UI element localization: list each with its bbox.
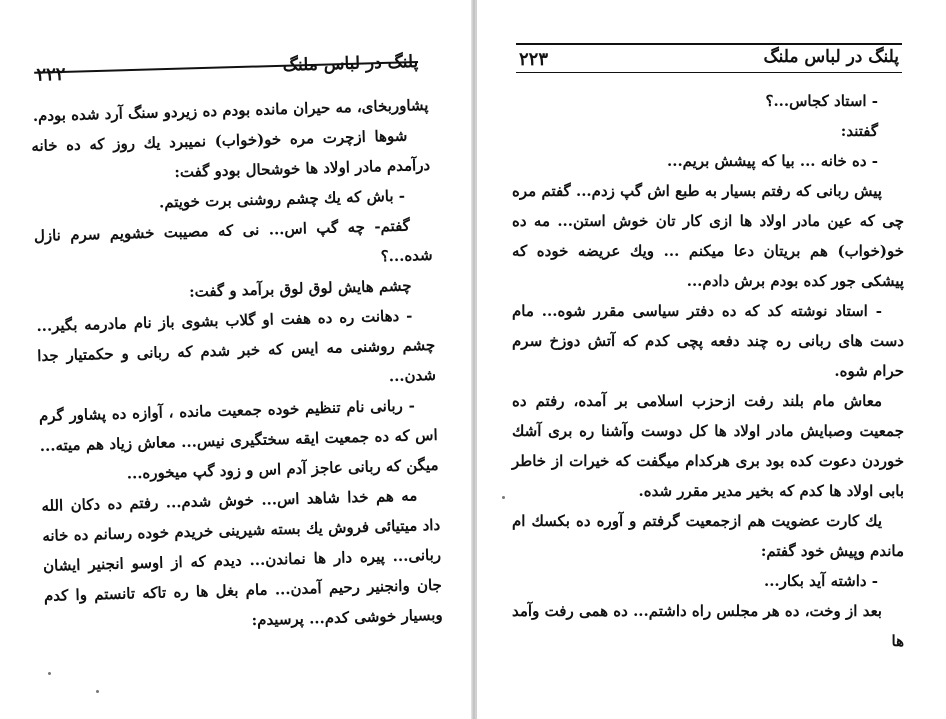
right-paragraph-8: - داشته آید بکار...	[763, 572, 878, 590]
right-paragraph-7: یك کارت عضویت هم ازجمعیت گرفتم و آوره ده بکسك ام ماندم وپیش خود گفتم:	[512, 512, 904, 560]
right-running-title: پلنگ در لباس ملنگ	[763, 47, 899, 67]
scan-speck	[502, 496, 505, 499]
left-page	[0, 0, 472, 719]
right-page-number: ۲۲۳	[519, 49, 549, 70]
right-paragraph-4: پیش ربانی که رفتم بسیار به طبع اش گپ زدم... گفتم مره چی که عین مادر اولاد ها ازی کار تان خوش استن... مه ده خو(خواب) هم بریتان دعا میکنم ... ویك عریضه خوده که پیشکی جور کده بودم برش دادم...	[512, 182, 904, 290]
right-header-rule	[516, 43, 902, 45]
right-paragraph-6: معاش مام بلند رفت ازحزب اسلامی بر آمده، رفتم ده جمعیت وصبایش مادر اولاد ها کل دوست وآشنا ره بری آشك خوردن دعوت کده بود بری هرکدام میگفت که خیرات از خاطر بابی اولاد ها کدم که بخیر مدیر مقرر شده.	[512, 392, 904, 500]
right-paragraph-9: بعد از وخت، ده هر مجلس راه داشتم... ده همی رفت وآمد ها	[512, 602, 904, 650]
left-paragraph-6: - دهانت ره ده هفت او گلاب بشوی باز نام مادرمه بگیر... چشم روشنی مه ایس که خبر شدم که ربانی و حکمتیار جدا شدن...	[36, 306, 437, 386]
right-paragraph-5: - استاد نوشته کد که ده دفتر سیاسی مقرر شوه... مام دست های ربانی ره چند دفعه پچی کدم که آتش دوزخ سرم حرام شوه.	[512, 302, 904, 380]
scan-speck	[96, 690, 99, 693]
right-body-text	[512, 86, 904, 656]
left-paragraph-3: - باش که یك چشم روشنی برت خویتم.	[158, 186, 406, 212]
left-paragraph-5: چشم هایش لوق لوق برآمد و گفت:	[188, 276, 412, 301]
left-paragraph-7: - ربانی نام تنظیم خوده جمعیت مانده ، آوازه ده پشاور گرم اس که ده جمعیت ایقه سختگیری نیس... معاش زیاد هم میته... میگن که ربانی عاجز آدم اس و زود گپ میخوره...	[38, 396, 439, 483]
left-paragraph-1: پشاوربخای، مه حیران مانده بودم ده زیردو سنگ آرد شده بودم.	[32, 95, 429, 126]
right-page-header	[519, 47, 899, 73]
right-header-underline	[516, 72, 902, 73]
right-paragraph-2: گفتند:	[840, 122, 878, 140]
scan-speck	[48, 672, 51, 675]
right-paragraph-3: - ده خانه ... بیا که پیشش بریم...	[667, 152, 878, 170]
left-paragraph-8: مه هم خدا شاهد اس... خوش شدم... رفتم ده دکان الله داد میتیائی فروش یك بسته شیرینی خریدم خوده رسانم ده خانه ربانی... پیره دار ها نماندن... دیدم که از اوسو انجنیر ایشان جان وانجنیر رحیم آمدن... مام بغل ها ره تاکه تانستم وا کدم وبسیار خوشی کدم... پرسیدم:	[41, 486, 443, 630]
left-body-text	[30, 90, 443, 641]
left-running-title: پلنگ در لباس ملنگ	[282, 52, 419, 76]
left-page-number: ۲۲۲	[36, 63, 66, 86]
left-paragraph-4: گفتم- چه گپ اس... نی که مصیبت خشویم سرم نازل شده...؟	[33, 216, 433, 266]
right-paragraph-1: - استاد کجاس...؟	[765, 92, 878, 110]
left-paragraph-2: شوها ازچرت مره خو(خواب) نمیبرد یك روز که ده خانه درآمدم مادر اولاد ها خوشحال بودو گفت:	[31, 126, 431, 182]
